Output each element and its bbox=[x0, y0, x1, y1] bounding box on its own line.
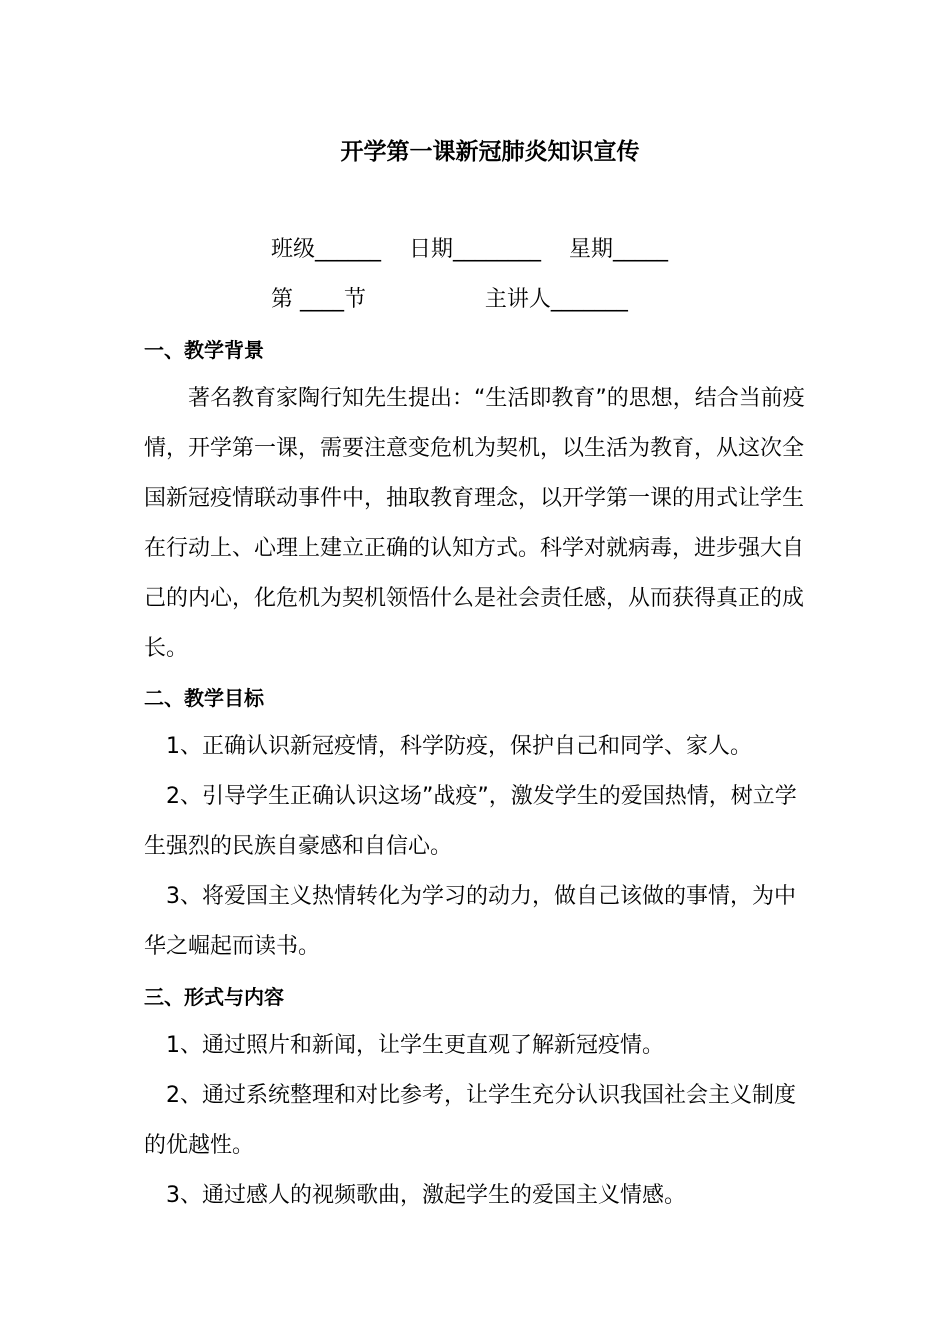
session-info-line: 第 ____节 主讲人_______ bbox=[271, 287, 628, 312]
section-heading-background: 一、教学背景 bbox=[144, 338, 264, 362]
section-heading-goals: 二、教学目标 bbox=[144, 686, 264, 710]
goal-item-2: 2、引导学生正确认识这场”战疫”，激发学生的爱国热情，树立学生强烈的民族自豪感和自信心。 bbox=[144, 784, 797, 859]
content-item-3: 3、通过感人的视频歌曲，激起学生的爱国主义情感。 bbox=[166, 1183, 686, 1208]
document-title: 开学第一课新冠肺炎知识宣传 bbox=[340, 139, 640, 165]
class-info-line: 班级______ 日期________ 星期_____ bbox=[271, 237, 668, 262]
goal-item-1: 1、正确认识新冠疫情，科学防疫，保护自己和同学、家人。 bbox=[166, 734, 752, 759]
content-item-2: 2、通过系统整理和对比参考，让学生充分认识我国社会主义制度的优越性。 bbox=[144, 1083, 796, 1158]
content-item-1: 1、通过照片和新闻，让学生更直观了解新冠疫情。 bbox=[166, 1033, 664, 1058]
goal-item-3: 3、将爱国主义热情转化为学习的动力，做自己该做的事情，为中华之崛起而读书。 bbox=[144, 884, 796, 959]
background-paragraph: 著名教育家陶行知先生提出：“生活即教育”的思想，结合当前疫情，开学第一课，需要注意变危机为契机，以生活为教育，从这次全国新冠疫情联动事件中，抽取教育理念，以开学第一课的用式让学生在行动上、心理上建立正确的认知方式。科学对就病毒，进步强大自己的内心，化危机为契机领悟什么是社会责任感，从而获得真正的成长。 bbox=[144, 386, 805, 661]
section-heading-content: 三、形式与内容 bbox=[144, 985, 284, 1009]
